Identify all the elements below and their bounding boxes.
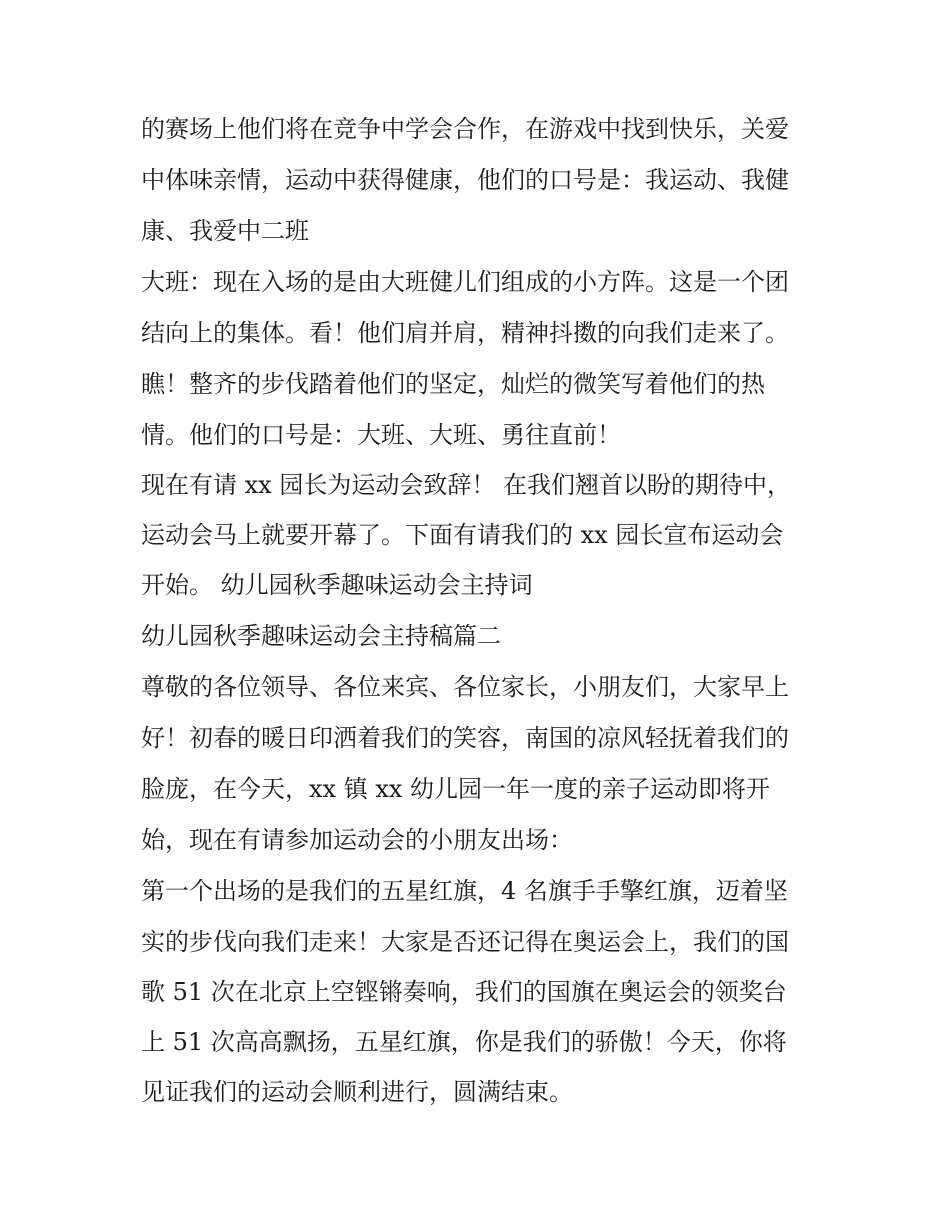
text-line: 实的步伐向我们走来！大家是否还记得在奥运会上，我们的国 <box>141 928 789 956</box>
text-line: 现在有请 xx 园长为运动会致辞！ 在我们翘首以盼的期待中， <box>141 471 791 499</box>
text-line: 中体味亲情，运动中获得健康，他们的口号是：我运动、我健 <box>141 166 789 194</box>
text-line: 见证我们的运动会顺利进行，圆满结束。 <box>141 1078 573 1106</box>
text-line: 始，现在有请参加运动会的小朋友出场： <box>141 826 573 854</box>
text-line: 结向上的集体。看！他们肩并肩，精神抖擞的向我们走来了。 <box>141 319 789 347</box>
section-heading: 幼儿园秋季趣味运动会主持稿篇二 <box>141 622 501 650</box>
text-line: 好！初春的暖日印洒着我们的笑容，南国的凉风轻抚着我们的 <box>141 724 789 752</box>
text-line: 康、我爱中二班 <box>141 217 309 245</box>
text-line: 开始。 幼儿园秋季趣味运动会主持词 <box>141 571 533 599</box>
text-line: 尊敬的各位领导、各位来宾、各位家长，小朋友们，大家早上 <box>141 673 789 701</box>
text-line: 情。他们的口号是：大班、大班、勇往直前！ <box>141 421 621 449</box>
text-line: 脸庞，在今天，xx 镇 xx 幼儿园一年一度的亲子运动即将开 <box>141 775 771 803</box>
text-line: 歌 51 次在北京上空铿锵奏响，我们的国旗在奥运会的领奖台 <box>141 978 787 1006</box>
text-line: 上 51 次高高飘扬，五星红旗，你是我们的骄傲！今天，你将 <box>141 1028 787 1056</box>
text-line: 的赛场上他们将在竞争中学会合作，在游戏中找到快乐，关爱 <box>141 115 789 143</box>
text-line: 第一个出场的是我们的五星红旗，4 名旗手手擎红旗，迈着坚 <box>141 877 788 905</box>
text-line: 大班：现在入场的是由大班健儿们组成的小方阵。这是一个团 <box>141 268 789 296</box>
text-line: 瞧！整齐的步伐踏着他们的坚定，灿烂的微笑写着他们的热 <box>141 370 765 398</box>
text-line: 运动会马上就要开幕了。下面有请我们的 xx 园长宣布运动会 <box>141 521 784 549</box>
